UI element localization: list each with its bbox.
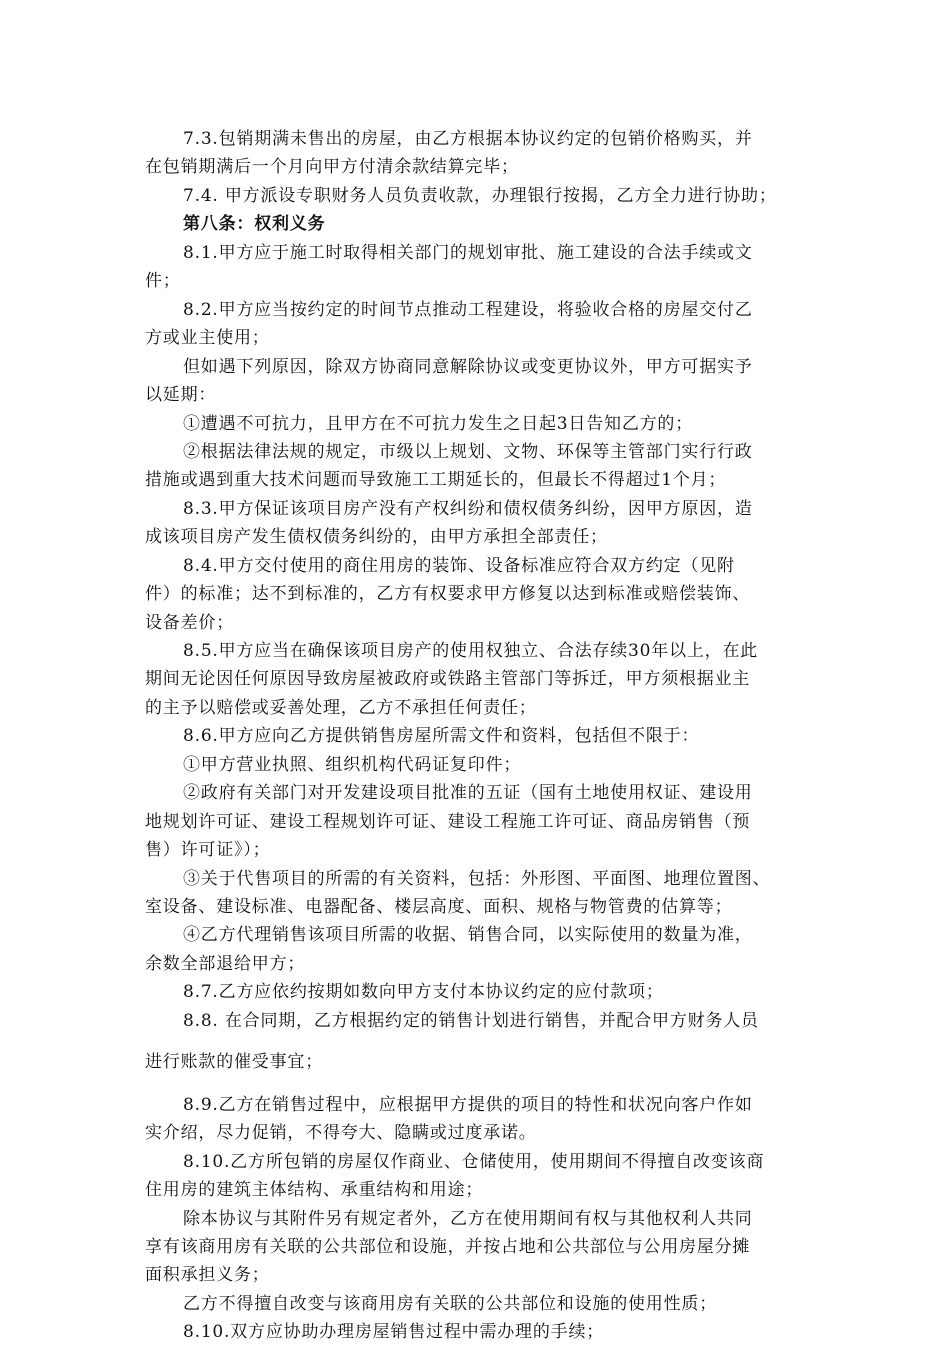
text-line: 8.6.甲方应向乙方提供销售房屋所需文件和资料，包括但不限于： [183,726,700,746]
text-line: ④乙方代理销售该项目所需的收据、销售合同，以实际使用的数量为准， [183,925,753,945]
text-line: 8.1.甲方应于施工时取得相关部门的规划审批、施工建设的合法手续或文 [183,243,753,263]
text-line: 7.3.包销期满未售出的房屋，由乙方根据本协议约定的包销价格购买，并 [183,129,753,149]
text-line: ③关于代售项目的所需的有关资料，包括：外形图、平面图、地理位置图、 [183,869,771,889]
text-line: ②政府有关部门对开发建设项目批准的五证（国有土地使用权证、建设用 [183,783,753,803]
text-line: 8.10.乙方所包销的房屋仅作商业、仓储使用，使用期间不得擅自改变该商 [183,1152,765,1172]
text-line: 8.8. 在合同期，乙方根据约定的销售计划进行销售，并配合甲方财务人员 [183,1011,759,1031]
text-line: 在包销期满后一个月向甲方付清余款结算完毕； [145,157,519,177]
text-line: 实介绍，尽力促销，不得夸大、隐瞒或过度承诺。 [145,1123,537,1143]
text-line: 但如遇下列原因，除双方协商同意解除协议或变更协议外，甲方可据实予 [183,357,753,377]
text-line: 8.4.甲方交付使用的商住用房的装饰、设备标准应符合双方约定（见附 [183,556,735,576]
text-line: ①甲方营业执照、组织机构代码证复印件； [183,755,522,775]
text-line: 8.10.双方应协助办理房屋销售过程中需办理的手续； [183,1322,605,1342]
text-line: 享有该商用房有关联的公共部位和设施，并按占地和公共部位与公用房屋分摊 [145,1237,751,1257]
text-line: 8.3.甲方保证该项目房产没有产权纠纷和债权债务纠纷，因甲方原因，造 [183,499,753,519]
text-line: ①遭遇不可抗力，且甲方在不可抗力发生之日起3日告知乙方的； [183,414,694,434]
text-line: 8.2.甲方应当按约定的时间节点推动工程建设，将验收合格的房屋交付乙 [183,300,753,320]
text-line: 面积承担义务； [145,1265,270,1285]
text-line: ②根据法律法规的规定，市级以上规划、文物、环保等主管部门实行行政 [183,442,753,462]
text-line: 8.7.乙方应依约按期如数向甲方支付本协议约定的应付款项； [183,982,664,1002]
text-line: 进行账款的催受事宜； [145,1052,323,1072]
section-heading: 第八条：权利义务 [183,214,326,234]
text-line: 8.9.乙方在销售过程中，应根据甲方提供的项目的特性和状况向客户作如 [183,1095,753,1115]
text-line: 除本协议与其附件另有规定者外，乙方在使用期间有权与其他权利人共同 [183,1209,753,1229]
text-line: 期间无论因任何原因导致房屋被政府或铁路主管部门等拆迁，甲方须根据业主 [145,669,751,689]
text-line: 的主予以赔偿或妥善处理，乙方不承担任何责任； [145,698,537,718]
text-line: 方或业主使用； [145,328,270,348]
text-line: 售）许可证》）； [145,840,271,860]
text-line: 7.4. 甲方派设专职财务人员负责收款，办理银行按揭，乙方全力进行协助； [183,186,777,206]
text-line: 以延期： [145,385,217,405]
text-line: 住用房的建筑主体结构、承重结构和用途； [145,1180,484,1200]
text-line: 设备差价； [145,613,234,633]
text-line: 8.5.甲方应当在确保该项目房产的使用权独立、合法存续30年以上，在此 [183,641,759,661]
text-line: 件； [145,271,181,291]
text-line: 室设备、建设标准、电器配备、楼层高度、面积、规格与物管费的估算等； [145,897,733,917]
text-line: 乙方不得擅自改变与该商用房有关联的公共部位和设施的使用性质； [183,1294,717,1314]
text-line: 件）的标准；达不到标准的，乙方有权要求甲方修复以达到标准或赔偿装饰、 [145,584,751,604]
text-line: 成该项目房产发生债权债务纠纷的，由甲方承担全部责任； [145,527,608,547]
text-line: 地规划许可证、建设工程规划许可证、建设工程施工许可证、商品房销售（预 [145,812,751,832]
text-line: 措施或遇到重大技术问题而导致施工工期延长的，但最长不得超过1个月； [145,470,727,490]
text-line: 余数全部退给甲方； [145,954,306,974]
